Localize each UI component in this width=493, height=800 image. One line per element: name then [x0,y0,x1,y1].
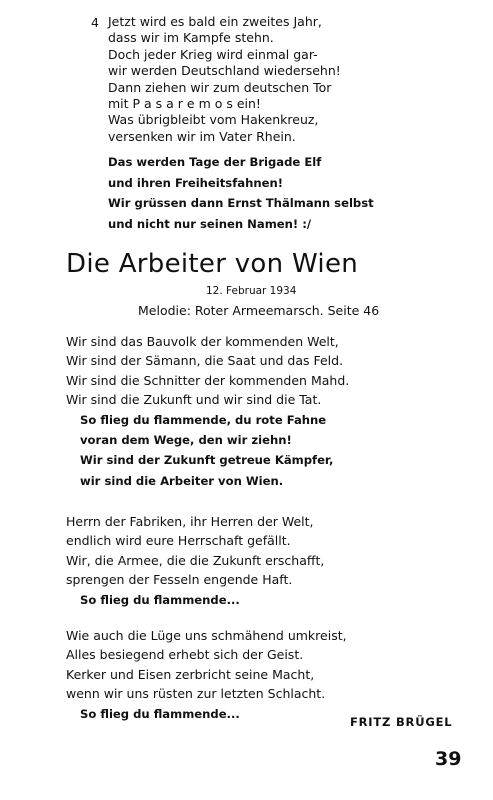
song-melody: Melodie: Roter Armeemarsch. Seite 46 [138,303,380,318]
verse-line: mit P a s a r e m o s ein! [108,96,261,112]
stanza-3 [66,626,476,724]
stanza-line: wenn wir uns rüsten zur letzten Schlacht. [66,686,326,702]
refrain-line: und nicht nur seinen Namen! :/ [108,216,312,231]
stanza-line: Wir, die Armee, die die Zukunft erschafft, [66,552,325,568]
refrain-line: wir sind die Arbeiter von Wien. [80,473,284,488]
verse-line: Was übrigbleibt vom Hakenkreuz, [108,112,319,128]
refrain-line: So flieg du flammende, du rote Fahne [80,412,327,427]
stanza-2-refrain [80,590,476,610]
stanza-line: Wir sind die Zukunft und wir sind die Tat. [66,392,322,408]
author-name: FRITZ BRÜGEL [350,715,453,729]
stanza-line: Wir sind das Bauvolk der kommenden Welt, [66,334,339,349]
refrain-line: Das werden Tage der Brigade Elf [108,155,322,170]
refrain-line: So flieg du flammende... [80,706,240,721]
stanza-line: Wir sind der Sämann, die Saat und das Feld. [66,353,344,369]
verse-number: 4 [91,15,99,30]
stanza-line: Kerker und Eisen zerbricht seine Macht, [66,666,315,682]
verse-4-refrain [108,152,468,234]
stanza-1 [66,332,476,491]
stanza-1-refrain [80,410,476,492]
verse-line: wir werden Deutschland wiedersehn! [108,63,341,79]
stanza-2 [66,512,476,610]
song-date: 12. Februar 1934 [206,285,297,297]
stanza-line: Herrn der Fabriken, ihr Herren der Welt, [66,514,314,529]
verse-line: Doch jeder Krieg wird einmal gar- [108,46,318,62]
refrain-line: So flieg du flammende... [80,592,240,607]
refrain-line: und ihren Freiheitsfahnen! [108,175,283,190]
verse-line: versenken wir im Vater Rhein. [108,128,296,144]
refrain-line: Wir grüssen dann Ernst Thälmann selbst [108,196,374,211]
page-number: 39 [435,748,462,770]
stanza-line: Wie auch die Lüge uns schmähend umkreist, [66,628,347,643]
verse-line: dass wir im Kampfe stehn. [108,30,274,46]
verse-line: Dann ziehen wir zum deutschen Tor [108,79,332,95]
stanza-line: Wir sind die Schnitter der kommenden Mahd. [66,372,350,388]
verse-line: Jetzt wird es bald ein zweites Jahr, [108,14,322,29]
song-title: Die Arbeiter von Wien [66,249,359,279]
verse-4-lines [108,14,468,234]
stanza-line: endlich wird eure Herrschaft gefällt. [66,533,291,549]
stanza-line: sprengen der Fesseln engende Haft. [66,572,293,588]
stanza-line: Alles besiegend erhebt sich der Geist. [66,647,304,663]
refrain-line: Wir sind der Zukunft getreue Kämpfer, [80,453,334,468]
refrain-line: voran dem Wege, den wir ziehn! [80,433,292,448]
